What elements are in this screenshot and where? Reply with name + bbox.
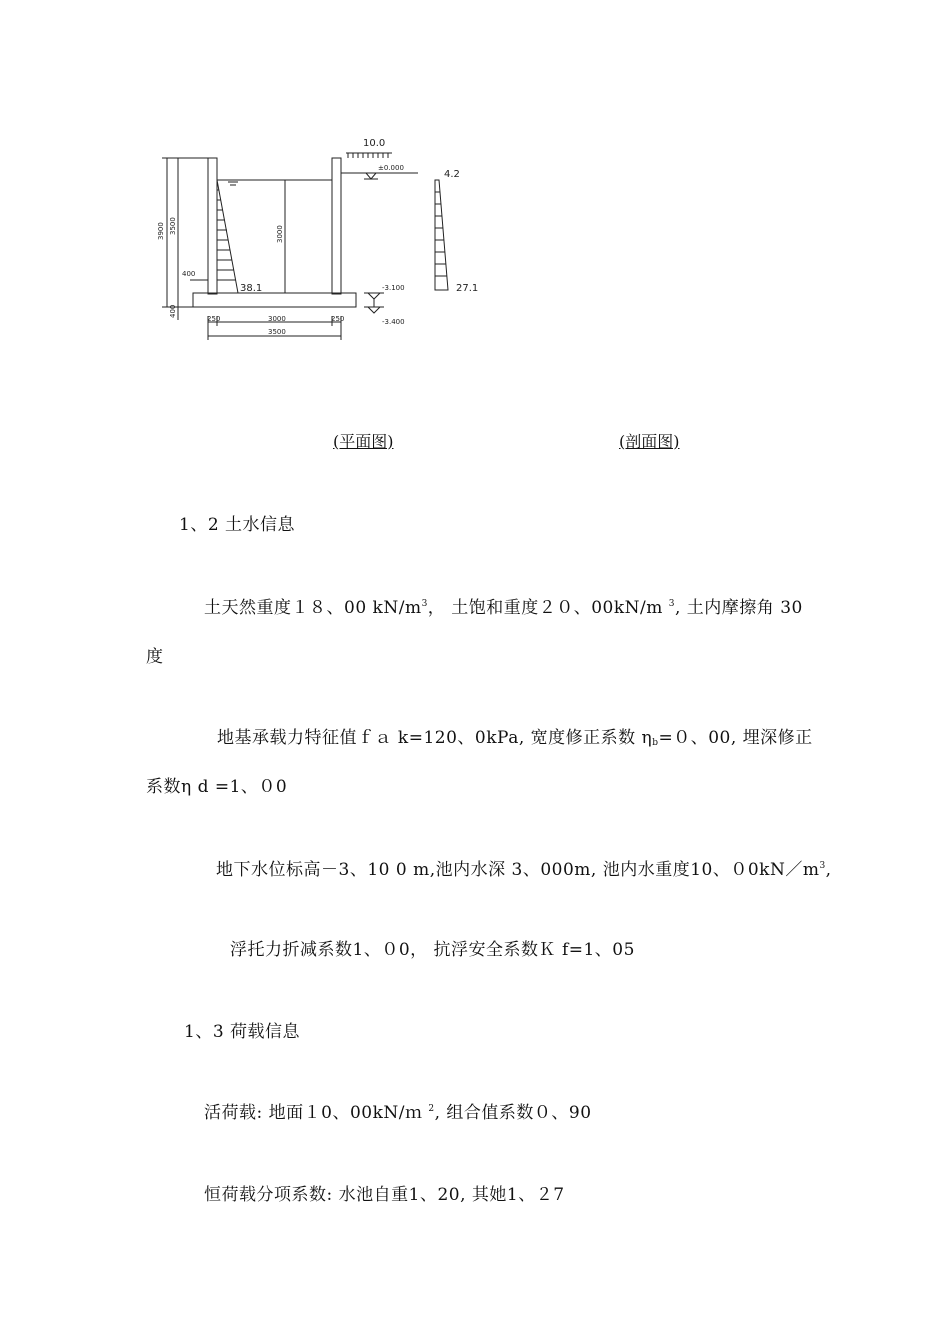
load-top-label: 10.0	[363, 138, 386, 149]
dim-total-height: 3900	[157, 222, 165, 240]
bearing-capacity-line-2: 系数η d =1、０0	[146, 777, 288, 797]
dim-wall-height: 3500	[169, 217, 177, 235]
live-load-line: 活荷载: 地面１0、00kN/ｍ $^2$, 组合值系数０、90	[204, 1103, 592, 1123]
dim-clear-width: 3000	[268, 315, 286, 323]
dead-load-line: 恒荷载分项系数: 水池自重1、20, 其她1、２7	[204, 1185, 565, 1205]
bottom-slab	[193, 293, 356, 307]
elev-bottom: -3.400	[382, 318, 405, 326]
dim-haunch: 400	[182, 270, 196, 278]
section-drawing	[150, 130, 500, 345]
pressure-bottom-left-label: 38.1	[240, 283, 263, 294]
left-wall	[208, 158, 217, 294]
section-heading-soil-water: 1、2 土水信息	[179, 515, 296, 535]
water-pressure-diagram	[217, 180, 238, 293]
dim-left-wall: 250	[207, 315, 221, 323]
soil-weight-line: 土天然重度１８、00 $kN/m^3$， 土饱和重度２０、00kN/m $^3$, 土内摩擦角 30	[204, 598, 803, 618]
right-wall	[332, 158, 341, 294]
caption-plan: (平面图)	[333, 432, 394, 451]
dim-total-width: 3500	[268, 328, 286, 336]
elev-ground: ±0.000	[378, 164, 404, 172]
buoyancy-line: 浮托力折减系数1、０0， 抗浮安全系数Ｋ f=1、05	[230, 940, 635, 960]
pressure-bottom-right-label: 27.1	[456, 283, 479, 294]
groundwater-line: 地下水位标高－3、10 0 m,池内水深 3、000m, 池内水重度10、$00kN/m^3$,	[216, 860, 832, 880]
soil-weight-line-2: 度	[146, 647, 164, 667]
dim-water-depth: 3000	[276, 225, 284, 243]
bearing-capacity-line: 地基承载力特征值ｆａ k=120、0kPa, 宽度修正系数 $\eta_b=0$、00, 埋深修正	[217, 728, 813, 748]
section-heading-loads: 1、3 荷载信息	[184, 1022, 301, 1042]
elev-water: -3.100	[382, 284, 405, 292]
pressure-top-label: 4.2	[444, 169, 460, 180]
caption-section: (剖面图)	[619, 432, 680, 451]
dim-slab: 400	[169, 304, 177, 318]
soil-pressure-diagram	[435, 180, 448, 290]
dim-right-wall: 250	[331, 315, 345, 323]
